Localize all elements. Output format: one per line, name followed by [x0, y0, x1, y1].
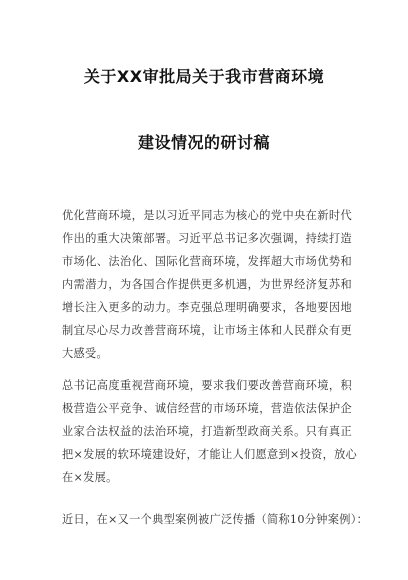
- paragraph-1: [62, 204, 352, 365]
- paragraph-line: 总书记高度重视营商环境，要求我们要改善营商环境，积: [62, 379, 352, 392]
- paragraph-line: 近日，在×又一个典型案例被广泛传播（简称10分钟案例）：: [62, 513, 369, 526]
- paragraph-line: 业家合法权益的法治环境，打造新型政商关系。只有真正: [62, 425, 352, 438]
- document-title-line-2: 建设情况的研讨稿: [137, 133, 270, 152]
- paragraph-2: [62, 374, 358, 489]
- paragraph-line: 制宜尽心尽力改善营商环境，让市场主体和人民群众有更: [62, 324, 352, 337]
- paragraph-line: 优化营商环境，是以习近平同志为核心的党中央在新时代: [62, 209, 352, 222]
- paragraph-line: 在×发展。: [62, 471, 118, 484]
- document-title-line-1: 关于XX审批局关于我市营商环境: [83, 67, 325, 86]
- paragraph-line: 把×发展的软环境建设好，才能让人们愿意到×投资，放心: [62, 448, 358, 461]
- paragraph-line: 市场化、法治化、国际化营商环境，发挥超大市场优势和: [62, 255, 352, 268]
- paragraph-3: [62, 508, 369, 531]
- paragraph-line: 作出的重大决策部署。习近平总书记多次强调，持续打造: [62, 232, 352, 245]
- paragraph-line: 内需潜力，为各国合作提供更多机遇，为世界经济复苏和: [62, 278, 352, 291]
- paragraph-line: 增长注入更多的动力。李克强总理明确要求，各地要因地: [62, 301, 352, 314]
- paragraph-line: 大感受。: [62, 347, 108, 360]
- paragraph-line: 极营造公平竞争、诚信经营的市场环境，营造依法保护企: [62, 402, 352, 415]
